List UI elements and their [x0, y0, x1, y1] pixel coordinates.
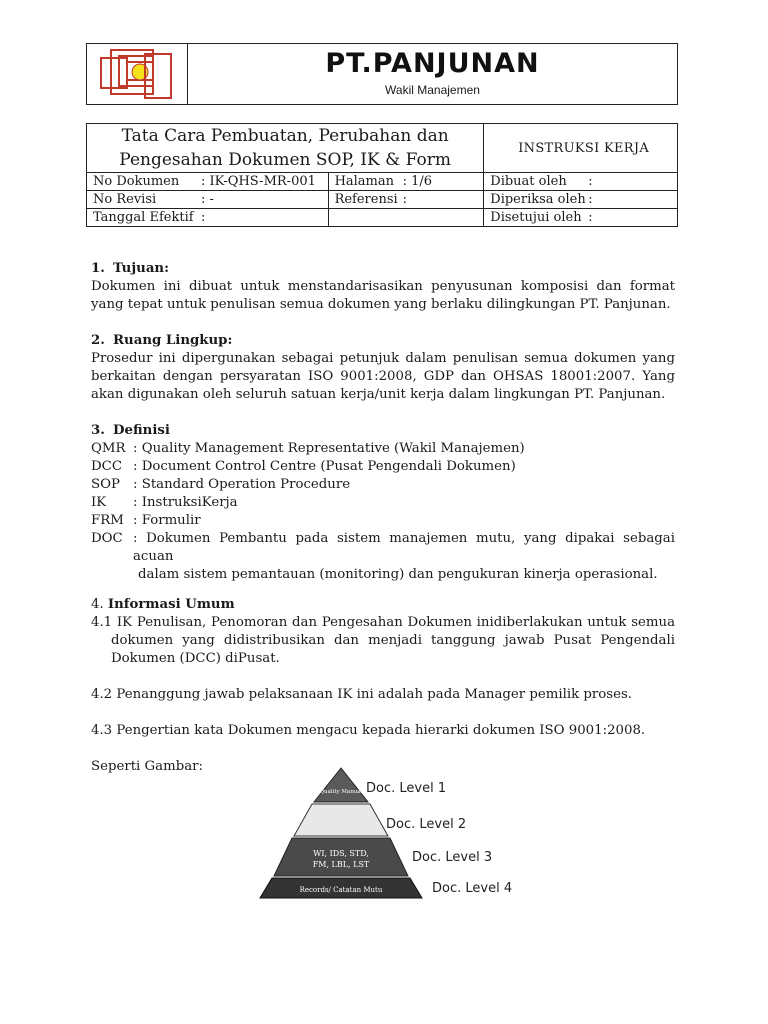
tanggal-efektif: Tanggal Efektif :: [87, 209, 329, 227]
doc-level-2-label: Doc. Level 2: [386, 817, 467, 832]
document-info-table: [86, 123, 678, 227]
document-title: Tata Cara Pembuatan, Perubahan dan Pengesahan Dokumen SOP, IK & Form: [87, 124, 484, 173]
figure-caption: Seperti Gambar:: [91, 759, 203, 774]
section-4-3-text: 4.3 Pengertian kata Dokumen mengacu kepada hierarki dokumen ISO 9001:2008.: [91, 723, 646, 738]
tier-4-label: Records/ Catatan Mutu: [299, 886, 383, 894]
definitions-list: [91, 440, 675, 584]
section-1-title: 1. Tujuan:: [91, 261, 170, 276]
company-logo: [87, 44, 188, 104]
doc-level-3-label: Doc. Level 3: [412, 850, 493, 865]
document-type: INSTRUKSI KERJA: [484, 124, 678, 173]
definition-doc-continuation: dalam sistem pemantauan (monitoring) dan pengukuran kinerja operasional.: [138, 567, 658, 582]
company-name: PT.PANJUNAN: [325, 48, 540, 79]
tier-3-label-b: FM, LBL, LST: [312, 860, 370, 869]
definition-item: DCC : Document Control Centre (Pusat Pengendali Dokumen): [91, 459, 516, 474]
section-4-1-text: 4.1 IK Penulisan, Penomoran dan Pengesahan Dokumen inidiberlakukan untuk semua dokumen yang didistribusikan dan menjadi tanggung jawab Pusat Pengendali Dokumen (DCC) diPusat.: [91, 615, 675, 666]
section-4-title: 4. Informasi Umum: [91, 597, 235, 612]
document-header: [86, 43, 678, 105]
pyramid-tier-1: [314, 768, 368, 802]
doc-level-4-label: Doc. Level 4: [432, 881, 513, 896]
dibuat-oleh: Dibuat oleh :: [484, 173, 678, 191]
tier-3-label-a: WI, IDS, STD,: [313, 849, 369, 858]
definition-item: QMR : Quality Management Representative (Wakil Manajemen): [91, 441, 525, 456]
definition-item: IK : InstruksiKerja: [91, 495, 238, 510]
logo-icon: [97, 46, 177, 102]
definition-item: SOP : Standard Operation Procedure: [91, 477, 351, 492]
section-2-title: 2. Ruang Lingkup:: [91, 333, 233, 348]
diperiksa-oleh: Diperiksa oleh :: [484, 191, 678, 209]
section-1-text: Dokumen ini dibuat untuk menstandarisasikan penyusunan komposisi dan format yang tepat untuk penulisan semua dokumen yang berlaku dilingkungan PT. Panjunan.: [91, 279, 675, 312]
tier-1-label: Quality Manual: [319, 789, 363, 795]
document-hierarchy-pyramid: [256, 764, 556, 914]
company-subtitle: Wakil Manajemen: [385, 83, 480, 97]
halaman: Halaman : 1/6: [328, 173, 484, 191]
section-3-title: 3. Definisi: [91, 423, 170, 438]
referensi: Referensi :: [328, 191, 484, 209]
pyramid-tier-2: [294, 804, 388, 836]
section-2-text: Prosedur ini dipergunakan sebagai petunjuk dalam penulisan semua dokumen yang berkaitan dengan persyaratan ISO 9001:2008, GDP dan OHSAS 18001:2007. Yang akan digunakan oleh seluruh satuan kerja/unit kerja dalam lingkungan PT. Panjunan.: [91, 351, 675, 402]
section-4-2-text: 4.2 Penanggung jawab pelaksanaan IK ini adalah pada Manager pemilik proses.: [91, 687, 633, 702]
no-revisi: No Revisi : -: [87, 191, 329, 209]
disetujui-oleh: Disetujui oleh :: [484, 209, 678, 227]
definition-item: DOC : Dokumen Pembantu pada sistem manajemen mutu, yang dipakai sebagai acuan: [91, 531, 675, 564]
document-body: [91, 260, 675, 776]
doc-level-1-label: Doc. Level 1: [366, 781, 447, 796]
no-dokumen: No Dokumen : IK-QHS-MR-001: [87, 173, 329, 191]
empty-cell: [328, 209, 484, 227]
definition-item: FRM : Formulir: [91, 513, 201, 528]
